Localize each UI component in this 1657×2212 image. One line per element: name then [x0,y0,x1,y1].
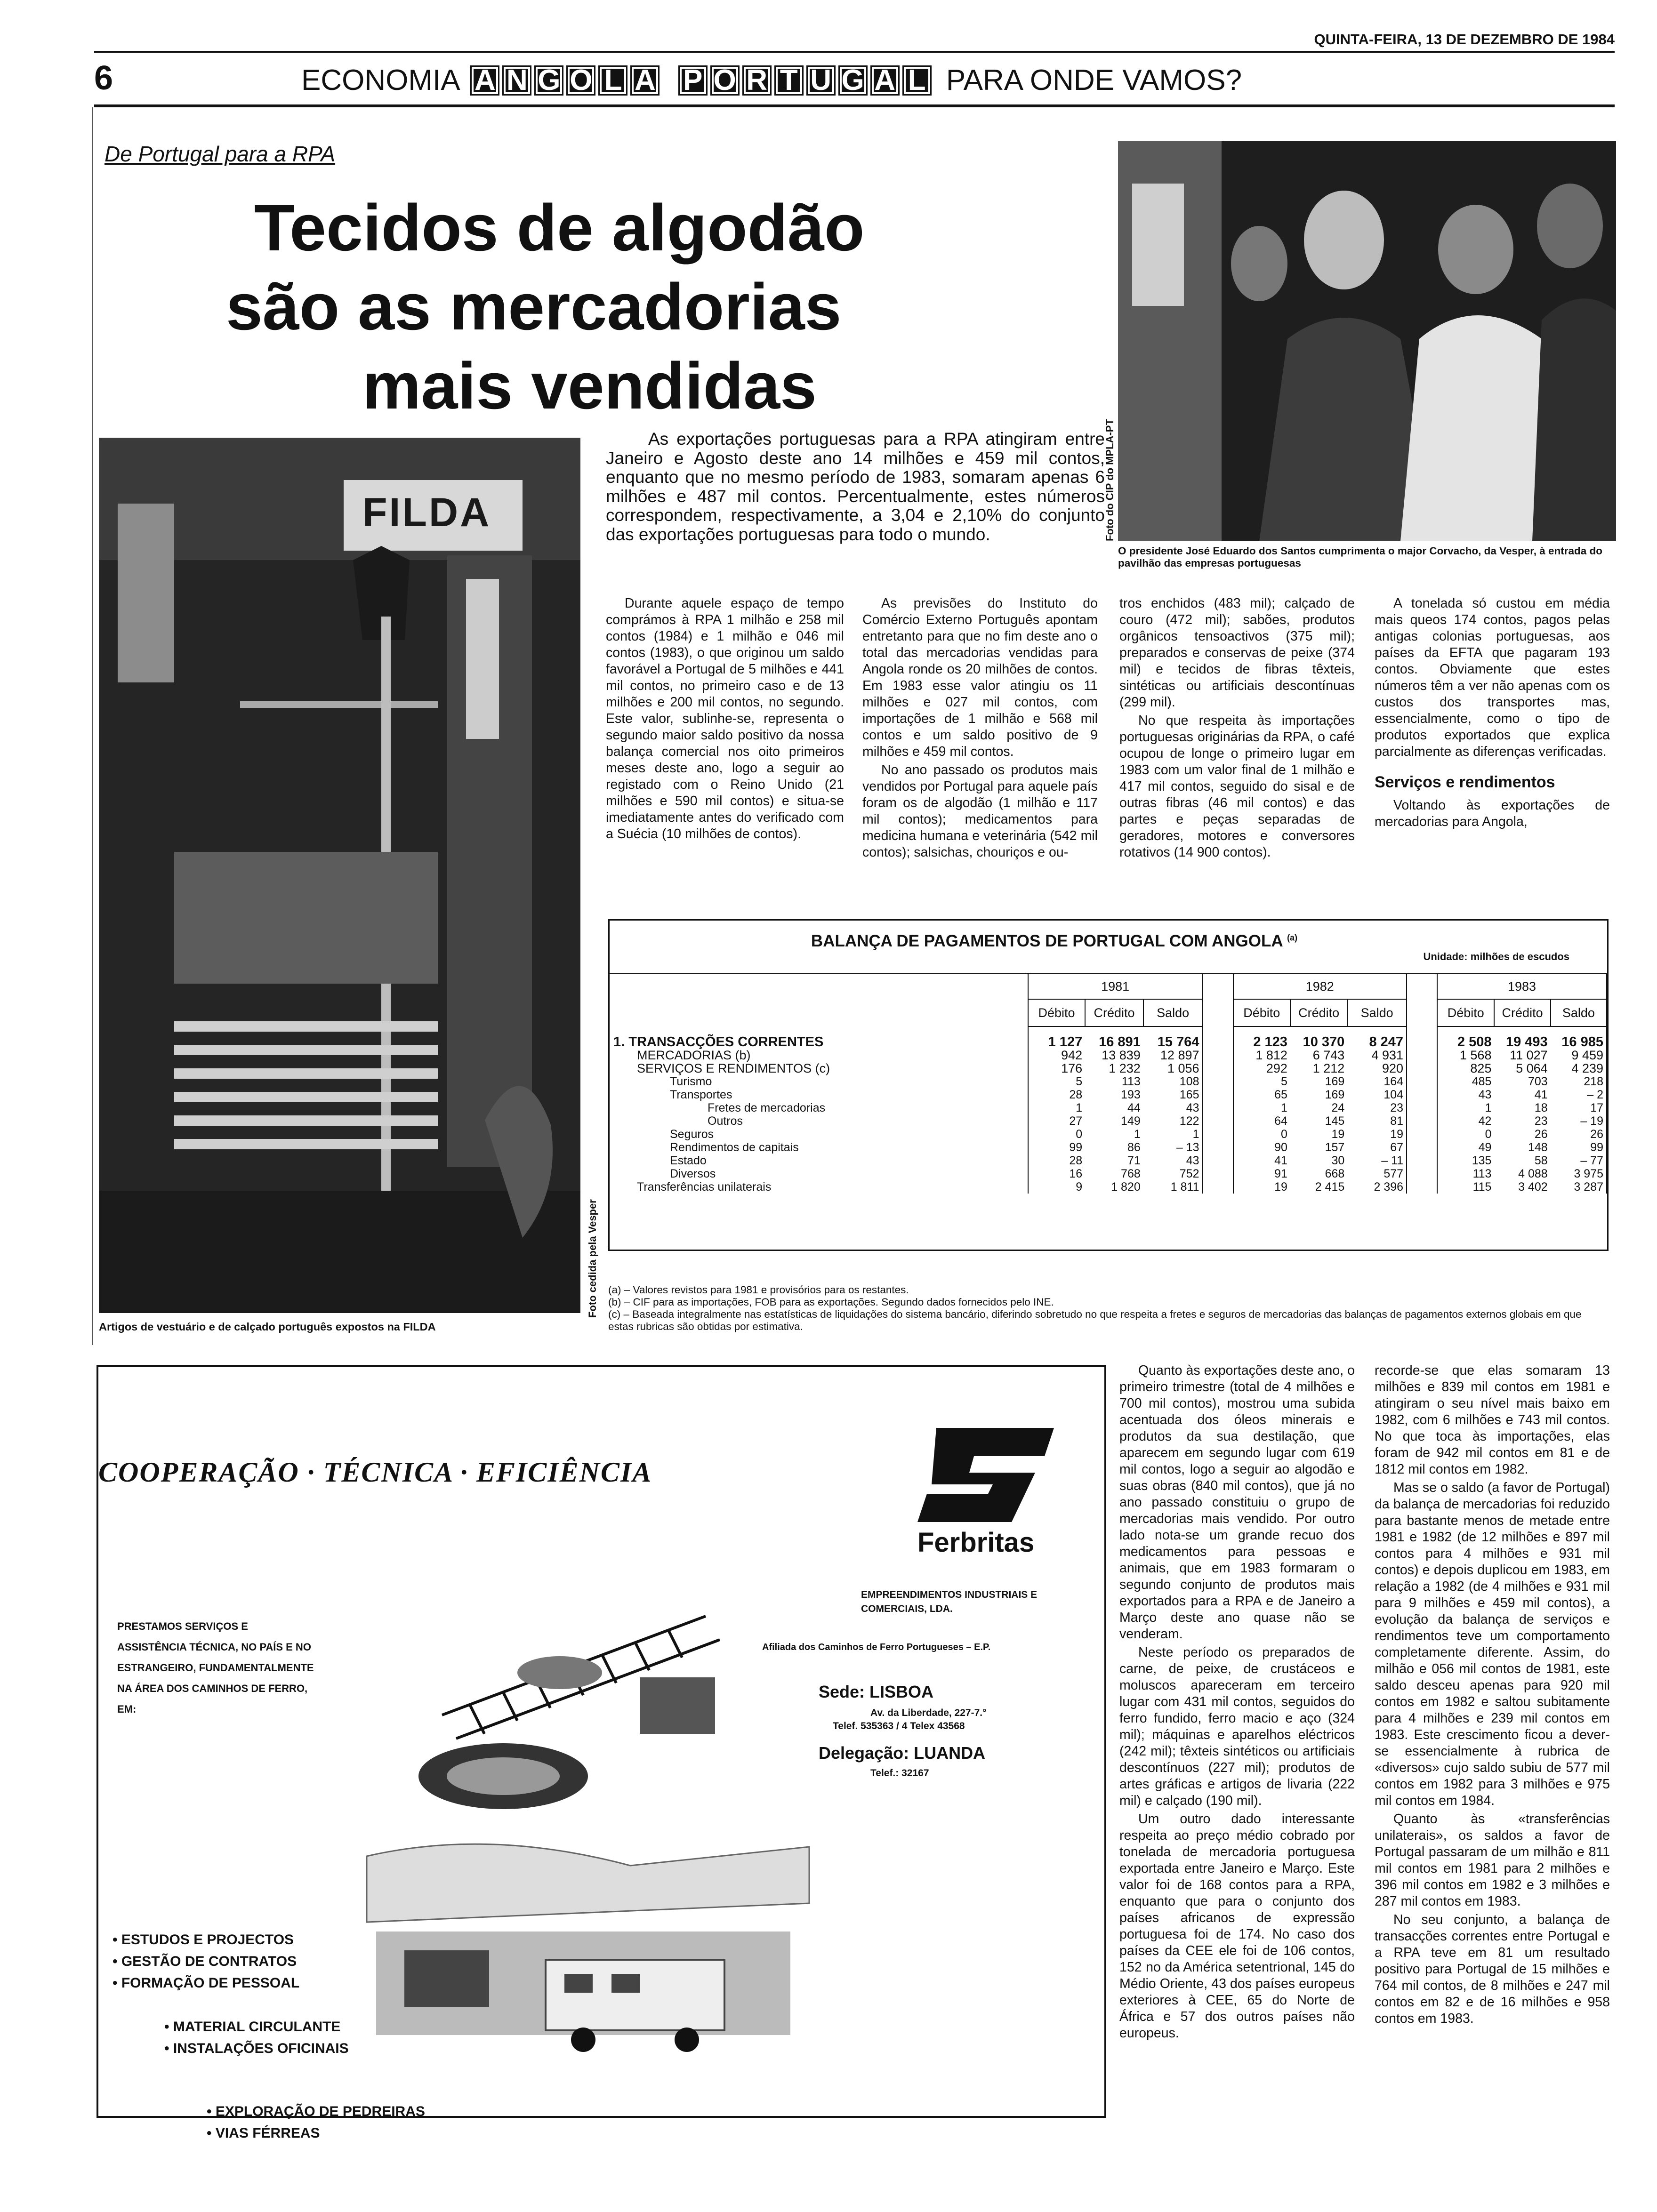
boxed-letter: O [566,65,595,96]
headline-line-3: mais vendidas [362,349,817,423]
value-cell: 4 931 [1347,1049,1407,1062]
gap-cell [1203,1167,1233,1180]
value-cell: 17 [1551,1101,1607,1114]
value-cell: 42 [1437,1114,1494,1128]
value-cell: 71 [1127,1154,1141,1167]
lowerA-para-2: Neste período os preparados de carne, de peixe, de crustáceos e moluscos apareceram em terceiro lugar com 431 mil contos, seguidos do ferro fundido, ferro macio e aço (324 mil); máquinas e aparelhos eléctricos (242 mil); têxteis sintéticos ou artificiais descontínuos (227 mil); produtos de artes gráficas e artigos de livaria (222 mil) e calçado (190 mil). [1119,1645,1355,1808]
row-label: Fretes de mercadorias [708,1101,826,1114]
value-cell: 1 212 [1312,1061,1345,1075]
th-subheader: Débito [1233,999,1290,1026]
value-cell: 49 [1437,1141,1494,1154]
boxed-letter: P [678,65,708,96]
col4-para-1: A tonelada só custou em média mais queos 174 contos, pagos pelas antigas colonias portuguesas, aos países da EFTA que pagaram 193 contos. Obviamente que estes números têm a ver não apenas com os custos dos transportes mas, essencialmente, como o tipo de produtos exportados que explica parcialmente as diferenças verificadas. [1375,596,1610,759]
value-cell: 176 [1028,1062,1085,1075]
value-cell: – 13 [1143,1141,1203,1154]
ad-company: EMPREENDIMENTOS INDUSTRIAIS E COMERCIAIS, LDA. [861,1589,1038,1614]
row-label: Estado [670,1154,707,1167]
value-cell: 30 [1331,1154,1345,1167]
value-cell: 218 [1551,1075,1607,1088]
gap-cell [1407,1154,1437,1167]
row-label: 1. TRANSACÇÕES CORRENTES [613,1034,824,1050]
value-cell: 4 239 [1551,1062,1607,1075]
photo-president-credit: Foto do CIP do MPLA-PT [1104,419,1116,541]
photo-president-caption: O presidente José Eduardo dos Santos cumprimenta o major Corvacho, da Vesper, à entrada do pavilhão das empresas portuguesas [1118,545,1603,569]
value-cell: 3 287 [1551,1180,1607,1194]
value-cell: – 2 [1551,1088,1607,1101]
value-cell: 28 [1028,1154,1085,1167]
page-date: QUINTA-FEIRA, 13 DE DEZEMBRO DE 1984 [1314,31,1615,48]
row-label: Rendimentos de capitais [670,1141,799,1154]
value-cell: 113 [1437,1167,1494,1180]
value-cell: 2 396 [1347,1180,1407,1194]
table-title-note: (a) [1287,933,1298,943]
value-cell: 169 [1325,1075,1345,1088]
table-row [610,1026,1607,1049]
boxed-letter: G [534,65,563,96]
headline-line-1: Tecidos de algodão [254,191,865,264]
value-cell: 27 [1028,1114,1085,1128]
lower-col-2 [1375,1362,1610,2029]
boxed-letter: A [630,65,660,96]
value-cell: 65 [1233,1088,1290,1101]
value-cell: 41 [1233,1154,1290,1167]
ad-sede-label: Sede: LISBOA [819,1682,934,1701]
table-row [610,1101,1607,1114]
boxed-word-angola [470,64,662,96]
value-cell: 15 764 [1143,1026,1203,1049]
value-cell: – 77 [1551,1154,1607,1167]
lowerB-para-1: recorde-se que elas somaram 13 milhões e 839 mil contos em 1981 e atingiram o seu nível mais baixo em 1982, com 6 milhões e 743 mil contos. No que toca às importações, elas foram de 942 mil contos em 81 e de 1812 mil contos em 1982. [1375,1363,1610,1477]
value-cell: 23 [1347,1101,1407,1114]
th-gap [1203,974,1233,999]
ad-delegacao-tel: Telef.: 32167 [870,1768,929,1779]
article-col-4 [1375,595,1610,832]
value-cell: 81 [1347,1114,1407,1128]
ad-list-item: • GESTÃO DE CONTRATOS [113,1954,297,1969]
th-year-1983: 1983 [1437,974,1607,999]
gap-cell [1407,1128,1437,1141]
ad-list-item: • FORMAÇÃO DE PESSOAL [113,1975,300,1991]
value-cell: 148 [1528,1141,1548,1154]
value-cell: 86 [1127,1141,1141,1154]
lowerA-para-3: Um outro dado interessante respeita ao preço médio cobrado por tonelada de mercadoria portuguesa exportada entre Janeiro e Março. Este valor foi de 168 contos para a RPA, enquanto que para o conjunto dos países africanos de expressão portuguesa foi de 174. No caso dos países da CEE ele foi de 106 contos, 152 no da América setentrional, 145 do Médio Oriente, 43 dos países europeus exteriores à CEE, 65 do Norte de África e 57 dos outros países não europeus. [1119,1811,1355,2041]
table-note-a: (a) – Valores revistos para 1981 e provisórios para os restantes. [608,1284,909,1296]
ad-list-item: • MATERIAL CIRCULANTE [164,2019,341,2035]
article-headline [226,188,1083,425]
value-cell: 145 [1325,1114,1345,1128]
value-cell: 104 [1347,1088,1407,1101]
ad-list-item: • ESTUDOS E PROJECTOS [113,1932,294,1948]
value-cell: 6 743 [1312,1048,1345,1062]
boxed-letter: O [710,65,740,96]
col2-para-1: As previsões do Instituto do Comércio Externo Português apontam entretanto para que no fim deste ano o total das mercadorias vendidas para Angola ronde os 20 milhões de contos. Em 1983 esse valor atingiu os 11 milhões e 027 mil contos, com importações de 1 milhão e 568 mil contos e um saldo positivo de 9 milhões e 459 mil contos. [862,596,1098,759]
table-row [610,1141,1607,1154]
value-cell: 19 [1347,1128,1407,1141]
table-row [610,1154,1607,1167]
value-cell: 1 127 [1028,1026,1085,1049]
balance-table [610,973,1607,1194]
value-cell: 2 123 [1233,1026,1290,1049]
boxed-letter: N [502,65,531,96]
gap-cell [1203,1062,1233,1075]
th-subheader: Débito [1437,999,1494,1026]
photo-president [1118,141,1616,541]
th-subheader: Crédito [1494,999,1550,1026]
th-gap [1203,999,1233,1026]
value-cell: 91 [1233,1167,1290,1180]
value-cell: 64 [1233,1114,1290,1128]
gap-cell [1407,1180,1437,1194]
value-cell: 1 [1143,1128,1203,1141]
section-tagline: PARA ONDE VAMOS? [946,64,1242,96]
value-cell: 157 [1325,1141,1345,1154]
article-col-3 [1119,595,1355,863]
th-subheader: Saldo [1347,999,1407,1026]
ad-list-1 [113,1929,299,1994]
gap-cell [1407,1114,1437,1128]
value-cell: 165 [1143,1088,1203,1101]
col4-subhead: Serviços e rendimentos [1375,773,1555,791]
col4-para-2: Voltando às exportações de mercadorias para Angola, [1375,798,1610,829]
gap-cell [1203,1101,1233,1114]
ad-list-item: • INSTALAÇÕES OFICINAIS [164,2041,349,2056]
value-cell: 8 247 [1347,1026,1407,1049]
gap-cell [1407,1075,1437,1088]
ad-list-item: • VIAS FÉRREAS [207,2125,320,2141]
gap-cell [1407,1062,1437,1075]
header-rule-bottom [94,104,1615,107]
value-cell: 1 [1028,1101,1085,1114]
value-cell: 115 [1437,1180,1494,1194]
gap-cell [1407,1167,1437,1180]
ad-list-item: • EXPLORAÇÃO DE PEDREIRAS [207,2104,425,2119]
article-lead: As exportações portuguesas para a RPA atingiram entre Janeiro e Agosto deste ano 14 milhões e 459 mil contos, enquanto que no mesmo período de 1983, somaram apenas 6 milhões e 487 mil contos. Percentualmente, estes números correspondem, respectivamente, a 3,04 e 2,10% do conjunto das exportações portuguesas para todo o mundo. [606,429,1105,544]
value-cell: – 11 [1347,1154,1407,1167]
value-cell: 16 891 [1099,1034,1141,1050]
photo-filda-caption: Artigos de vestuário e de calçado português expostos na FILDA [99,1321,436,1333]
value-cell: 164 [1347,1075,1407,1088]
value-cell: 43 [1143,1154,1203,1167]
value-cell: 1 232 [1109,1061,1141,1075]
value-cell: 1 [1233,1101,1290,1114]
th-subheader: Crédito [1290,999,1347,1026]
photo-filda-image [99,438,580,1313]
value-cell: 3 975 [1551,1167,1607,1180]
gap-cell [1203,1049,1233,1062]
value-cell: 24 [1331,1101,1345,1114]
value-cell: 99 [1551,1141,1607,1154]
value-cell: 26 [1551,1128,1607,1141]
ad-illustration [348,1564,819,2092]
boxed-word-portugal [678,64,934,96]
lower-col-1 [1119,1362,1355,2044]
value-cell: 2 508 [1437,1026,1494,1049]
value-cell: 0 [1233,1128,1290,1141]
col2-para-2: No ano passado os produtos mais vendidos por Portugal para aquele país foram os de algodão (1 milhão e 117 mil contos); medicamentos para medicina humana e veterinária (542 mil contos); salsichas, chouriços e ou- [862,762,1098,860]
photo-filda-sign: FILDA [362,490,491,535]
table-row [610,1062,1607,1075]
value-cell: 0 [1437,1128,1494,1141]
ad-slogan: COOPERAÇÃO · TÉCNICA · EFICIÊNCIA [98,1457,652,1488]
lowerA-para-1: Quanto às exportações deste ano, o primeiro trimestre (total de 4 milhões e 700 mil contos), mostrou uma subida acentuada dos óleos minerais e produtos da sua destilação, que aparecem em segundo lugar com 619 mil contos, logo a seguir ao algodão e suas obras (840 mil contos), que já no ano passado constituiu o grupo de mercadorias mais vendido. Por outro lado nota-se um grande recuo dos medicamentos para pessoas e animais, que em 1983 formaram o segundo conjunto de produtos mais exportados para a RPA e de Janeiro a Março deste ano quase não se venderam. [1119,1363,1355,1642]
table-row [610,1088,1607,1101]
row-label: Transportes [670,1088,732,1101]
value-cell: 19 [1233,1180,1290,1194]
value-cell: 18 [1534,1101,1548,1114]
value-cell: 1 811 [1143,1180,1203,1194]
table-title-text: BALANÇA DE PAGAMENTOS DE PORTUGAL COM ANGOLA [811,932,1283,950]
table-row [610,1114,1607,1128]
value-cell: 2 415 [1315,1180,1345,1194]
boxed-letter: R [742,65,772,96]
value-cell: 4 088 [1518,1167,1548,1180]
boxed-letter: G [838,65,868,96]
ad-intro: PRESTAMOS SERVIÇOS E ASSISTÊNCIA TÉCNICA, NO PAÍS E NO ESTRANGEIRO, FUNDAMENTALMENTE NA ÁREA DOS CAMINHOS DE FERRO, EM: [117,1620,314,1715]
value-cell: 108 [1143,1075,1203,1088]
gap-cell [1407,1141,1437,1154]
gap-cell [1203,1114,1233,1128]
value-cell: 19 [1331,1128,1345,1141]
value-cell: 13 839 [1102,1048,1141,1062]
row-label: MERCADORIAS (b) [637,1048,751,1062]
value-cell: 23 [1534,1114,1548,1128]
value-cell: 43 [1437,1088,1494,1101]
boxed-letter: T [774,65,804,96]
value-cell: 703 [1528,1075,1548,1088]
section-header [301,65,1544,96]
value-cell: 5 [1233,1075,1290,1088]
value-cell: 99 [1028,1141,1085,1154]
table-row [610,1128,1607,1141]
value-cell: 41 [1534,1088,1548,1101]
row-label: SERVIÇOS E RENDIMENTOS (c) [637,1061,830,1075]
gap-cell [1203,1128,1233,1141]
gap-cell [1203,1180,1233,1194]
value-cell: 149 [1121,1114,1141,1128]
value-cell: 43 [1143,1101,1203,1114]
table-note-b: (b) – CIF para as importações, FOB para as exportações. Segundo dados fornecidos pelo INE. [608,1296,1054,1308]
gap-cell [1203,1154,1233,1167]
table-note-c: (c) – Baseada integralmente nas estatísticas de liquidações do sistema bancário, diferindo sobretudo no que respeita a fretes e seguros de mercadorias das balanças de pagamentos externos globais em que estas rubricas são obtidas por estimativa. [608,1308,1582,1332]
ferbritas-logo-icon [917,1428,1054,1522]
value-cell: 12 897 [1143,1049,1203,1062]
ad-affiliation: Afiliada dos Caminhos de Ferro Portugueses – E.P. [762,1642,991,1652]
value-cell: 752 [1143,1167,1203,1180]
ad-brand: Ferbritas [917,1527,1035,1558]
article-col-2 [862,595,1098,863]
col3-para-1: tros enchidos (483 mil); calçado de couro (472 mil); sabões, produtos orgânicos tensoactivos (375 mil); preparados e conservas de peixe (374 mil) e tecidos de fibras têxteis, sintéticas ou artificiais descontínuas (299 mil). [1119,596,1355,710]
gap-cell [1407,1088,1437,1101]
table-row [610,1167,1607,1180]
gap-cell [1203,1141,1233,1154]
gap-cell [1203,1026,1233,1049]
th-blank [610,999,1028,1026]
table-row [610,1075,1607,1088]
table-notes [608,1284,1609,1333]
value-cell: 1 056 [1143,1062,1203,1075]
page-number: 6 [94,59,113,97]
boxed-letter: A [870,65,900,96]
photo-president-image [1118,141,1616,541]
balance-table-box [608,919,1609,1251]
value-cell: 9 459 [1551,1049,1607,1062]
ad-list-2 [164,2016,349,2060]
row-label: Seguros [670,1128,714,1141]
value-cell: 485 [1437,1075,1494,1088]
value-cell: 0 [1028,1128,1085,1141]
table-row [610,1049,1607,1062]
row-label: Turismo [670,1075,712,1088]
value-cell: 668 [1325,1167,1345,1180]
value-cell: 5 [1028,1075,1085,1088]
boxed-letter: L [598,65,627,96]
row-label: Outros [708,1114,743,1128]
th-subheader: Saldo [1143,999,1203,1026]
value-cell: 3 402 [1518,1180,1548,1194]
row-label: Transferências unilaterais [637,1180,772,1194]
value-cell: 19 493 [1505,1034,1548,1050]
value-cell: 122 [1143,1114,1203,1128]
value-cell: 1 [1437,1101,1494,1114]
photo-filda [99,438,580,1313]
table-row [610,1180,1607,1194]
lowerB-para-4: No seu conjunto, a balança de transacções correntes entre Portugal e a RPA teve em 81 um resultado positivo para Portugal de 15 milhões e 764 mil contos, de 8 milhões e 247 mil contos em 82 e de 16 milhões e 958 contos em 1983. [1375,1912,1610,2026]
th-subheader: Crédito [1085,999,1143,1026]
th-subheader: Débito [1028,999,1085,1026]
row-label: Diversos [670,1167,716,1180]
gap-cell [1203,1075,1233,1088]
col1-para: Durante aquele espaço de tempo comprámos à RPA 1 milhão e 258 mil contos (1984) e 1 milhão e 046 mil contos (1983), o que originou um saldo favorável a Portugal de 5 milhões e 441 mil contos, no primeiro caso e de 13 milhões e 200 mil contos, no segundo. Este valor, sublinhe-se, representa o segundo maior saldo positivo da nossa balança comercial nos oito primeiros meses deste ano, logo a seguir ao registado com o Reino Unido (21 milhões e 590 mil contos) e situa-se imediatamente antes do verificado com a Suécia (10 milhões de contos). [606,596,844,842]
section-label: ECONOMIA [301,64,459,96]
th-gap [1407,999,1437,1026]
value-cell: 135 [1437,1154,1494,1167]
lowerB-para-2: Mas se o saldo (a favor de Portugal) da balança de mercadorias foi reduzido para bastante menos de metade entre 1981 e 1982 (de 12 milhões e 897 mil contos para 4 milhões e 931 mil contos) e depois duplicou em 1983, em relação a 1982 (de 4 milhões e 931 mil para 9 milhões e 459 mil contos), a evolução da balança de serviços e rendimentos teve um comportamento completamente diferente. Assim, do milhão e 056 mil contos de 1981, este saldo desceu apenas para 920 mil contos em 1982 e saltou subitamente para 4 milhões e 239 mil contos em 1983. Este crescimento ficou a dever-se essencialmente à rubrica de «diversos» cujo saldo subiu de 577 mil contos em 1982 para 3 milhões e 975 mil contos em 1984. [1375,1480,1610,1808]
value-cell: 1 [1134,1128,1141,1141]
article-col-1 [606,595,844,844]
value-cell: 169 [1325,1088,1345,1101]
left-border [92,107,93,1345]
value-cell: 10 370 [1303,1034,1345,1050]
value-cell: 16 985 [1551,1026,1607,1049]
value-cell: 577 [1347,1167,1407,1180]
gap-cell [1407,1049,1437,1062]
value-cell: – 19 [1551,1114,1607,1128]
lowerB-para-3: Quanto às «transferências unilaterais», os saldos a favor de Portugal passaram de um milhão e 811 mil contos em 1981 para 2 milhões e 396 mil contos em 1982 e 3 milhões e 287 mil contos em 1983. [1375,1811,1610,1909]
value-cell: 67 [1347,1141,1407,1154]
th-blank [610,974,1028,999]
value-cell: 825 [1437,1062,1494,1075]
boxed-letter: L [902,65,932,96]
value-cell: 920 [1347,1062,1407,1075]
table-title [610,932,1607,951]
th-subheader: Saldo [1551,999,1607,1026]
ad-sede-address: Av. da Liberdade, 227-7.° [870,1707,987,1718]
gap-cell [1407,1026,1437,1049]
th-year-1981: 1981 [1028,974,1203,999]
th-gap [1407,974,1437,999]
header-rule-top [94,51,1615,53]
value-cell: 9 [1028,1180,1085,1194]
ad-delegacao-label: Delegação: LUANDA [819,1743,986,1763]
value-cell: 90 [1233,1141,1290,1154]
value-cell: 1 812 [1233,1049,1290,1062]
ferbritas-ad [97,1365,1106,2141]
col3-para-2: No que respeita às importações portuguesas originárias da RPA, o café ocupou de longe o primeiro lugar em 1983 com um valor final de 1 milhão e 417 mil contos, seguido do sisal e de outras fibras (46 mil contos) e das partes e peças separadas de geradores, motores e conversores rotativos (14 900 contos). [1119,713,1355,860]
value-cell: 292 [1233,1062,1290,1075]
value-cell: 5 064 [1516,1061,1548,1075]
ad-sede-tel: Telef. 535363 / 4 Telex 43568 [833,1721,965,1731]
gap-cell [1203,1088,1233,1101]
value-cell: 44 [1127,1101,1141,1114]
value-cell: 193 [1121,1088,1141,1101]
boxed-letter: U [806,65,836,96]
gap-cell [1407,1101,1437,1114]
article-kicker: De Portugal para a RPA [105,142,336,166]
table-unit: Unidade: milhões de escudos [1423,951,1569,962]
value-cell: 11 027 [1510,1048,1548,1062]
photo-filda-credit: Foto cedida pela Vesper [587,1199,598,1318]
value-cell: 113 [1121,1075,1141,1088]
value-cell: 26 [1534,1128,1548,1141]
th-year-1982: 1982 [1233,974,1407,999]
headline-line-2: são as mercadorias [226,270,842,344]
value-cell: 28 [1028,1088,1085,1101]
boxed-letter: A [470,65,499,96]
value-cell: 768 [1121,1167,1141,1180]
value-cell: 942 [1028,1049,1085,1062]
ad-list-3 [207,2101,425,2144]
value-cell: 58 [1534,1154,1548,1167]
value-cell: 1 568 [1437,1049,1494,1062]
value-cell: 16 [1028,1167,1085,1180]
value-cell: 1 820 [1111,1180,1141,1194]
